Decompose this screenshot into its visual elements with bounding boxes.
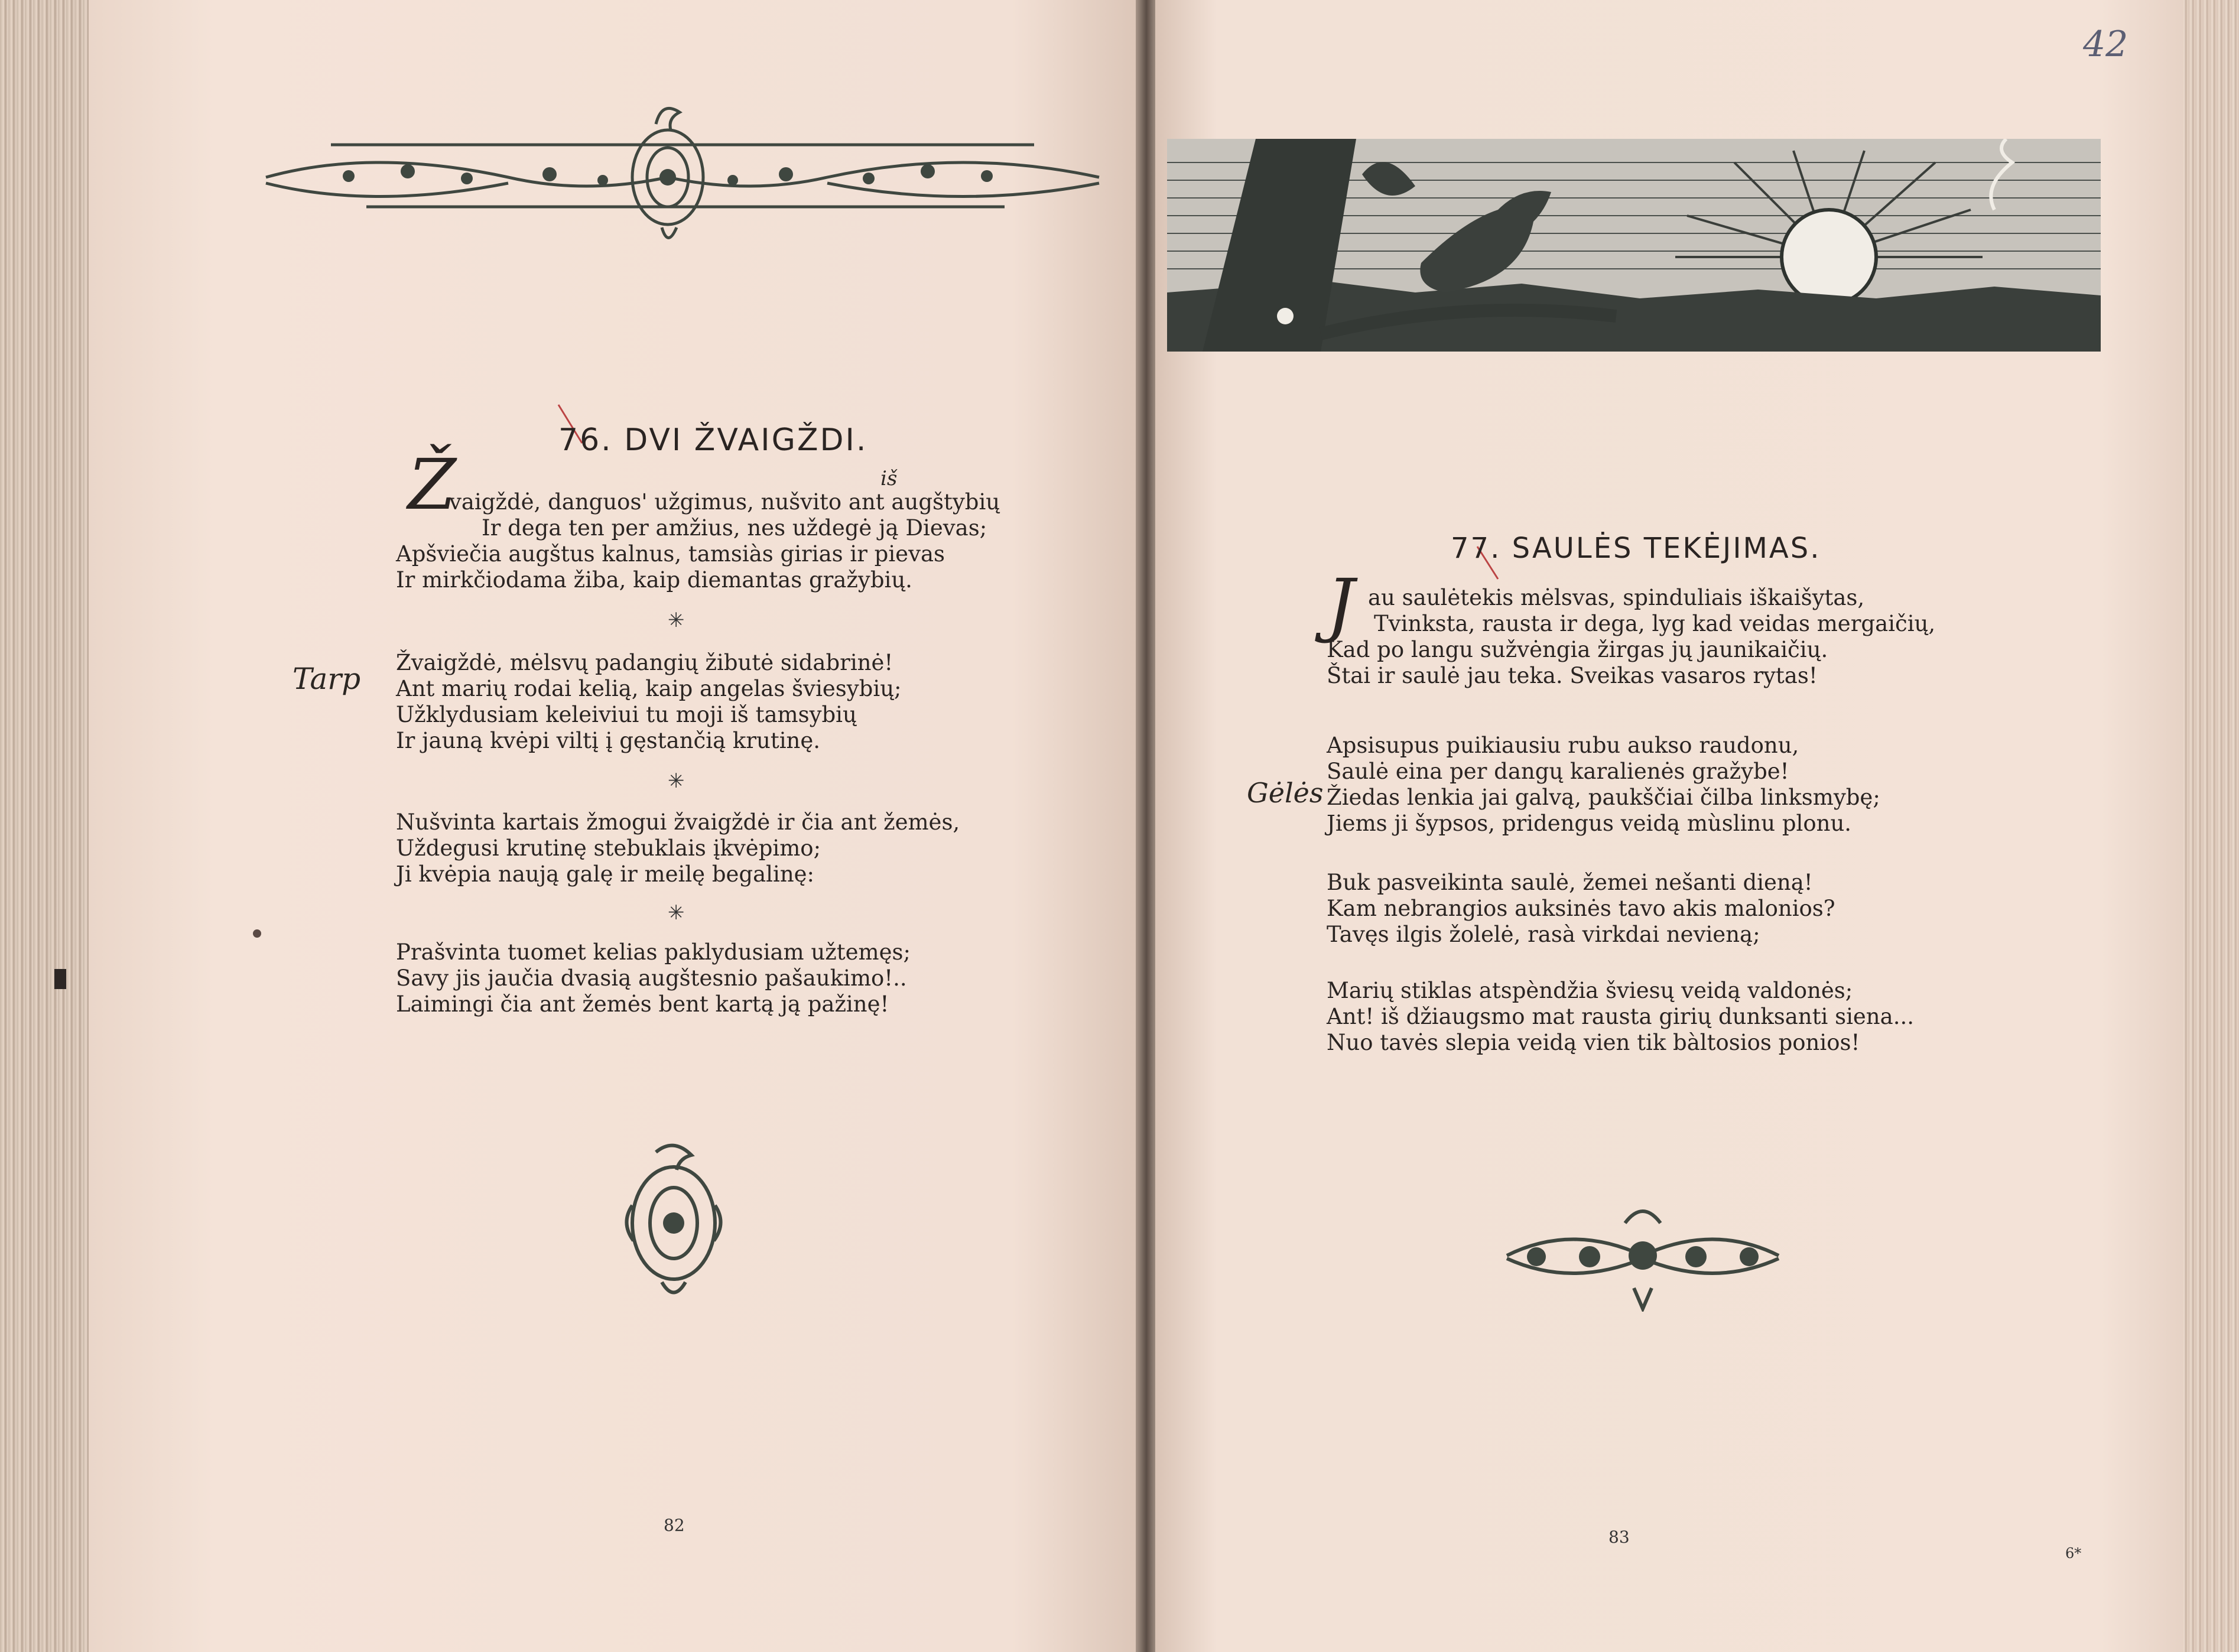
poem-line: Tvinksta, rausta ir dega, lyg kad veidas mergaičių, <box>1374 611 1936 636</box>
poem-title-left: 76. DVI ŽVAIGŽDI. <box>558 422 868 458</box>
poem-line: Uždegusi krutinę stebuklais įkvėpimo; <box>396 835 821 861</box>
poem-line: Žiedas lenkia jai galvą, paukščiai čilba linksmybę; <box>1327 785 1880 810</box>
poem-line: Ji kvėpia naują galę ir meilę begalinę: <box>396 861 815 887</box>
handwritten-insertion: iš <box>880 467 898 490</box>
handwritten-folio-number: 42 <box>2083 24 2128 65</box>
dropcap-right: J <box>1327 564 1355 645</box>
poem-body-left-3 <box>396 809 960 887</box>
poem-line: Tavęs ilgis žolelė, rasà virkdai nevieną; <box>1327 922 1760 947</box>
ink-spot <box>253 929 261 938</box>
poem-line: Žvaigždė, mėlsvų padangių žibutė sidabrinė! <box>396 650 893 675</box>
poem-line: Buk pasveikinta saulė, žemei nešanti dieną! <box>1327 870 1813 895</box>
dropcap-left: Ž <box>408 444 456 525</box>
page-number-right: 83 <box>1608 1527 1630 1547</box>
poem-line: Marių stiklas atspèndžia šviesų veidą valdonės; <box>1327 978 1853 1003</box>
poem-line: Nušvinta kartais žmogui žvaigždė ir čia ant žemės, <box>396 809 960 835</box>
poem-line: Ir dega ten per amžius, nes uždegė ją Dievas; <box>482 515 987 541</box>
ornamental-tailpiece-right <box>1501 1199 1785 1312</box>
signature-mark: 6* <box>2065 1545 2082 1562</box>
poem-line: Ir jauną kvėpi viltį į gęstančią krutinę. <box>396 728 821 753</box>
page-number-left: 82 <box>664 1516 685 1535</box>
ornamental-headpiece <box>254 100 1111 254</box>
poem-line: Savy jis jaučia dvasią augštesnio pašaukimo!.. <box>396 965 907 991</box>
poem-body-left-2 <box>396 650 902 754</box>
handwritten-margin-note: Gėlės <box>1247 777 1324 809</box>
poem-body-left-4 <box>396 939 911 1017</box>
ornamental-tailpiece-left <box>620 1140 727 1306</box>
book-gutter <box>1136 0 1157 1652</box>
sunrise-bird-illustration <box>1167 139 2101 352</box>
poem-line: Ant marių rodai kelią, kaip angelas šviesybių; <box>396 676 902 701</box>
poem-body-right <box>1327 585 1935 689</box>
handwritten-margin-note: Tarp <box>293 662 361 696</box>
poem-line: Kam nebrangios auksinės tavo akis malonios? <box>1327 896 1835 921</box>
poem-line: au saulėtekis mėlsvas, spinduliais iškaišytas, <box>1368 585 1865 610</box>
poem-line: Apsisupus puikiausiu rubu aukso raudonu, <box>1327 733 1799 758</box>
poem-line: Jiems ji šypsos, pridengus veidą mùslinu plonu. <box>1327 811 1852 836</box>
poem-line: Ir mirkčiodama žiba, kaip diemantas gražybių. <box>396 567 912 593</box>
poem-line: vaigždė, danguos' užgimus, nušvito ant augštybių <box>449 489 1000 515</box>
poem-line: Kad po langu sužvėngia žirgas jų jaunikaičių. <box>1327 637 1828 662</box>
poem-body-right-4 <box>1327 978 1914 1056</box>
poem-line: Štai ir saulė jau teka. Sveikas vasaros rytas! <box>1327 663 1818 688</box>
poem-line: Nuo tavės slepia veidą vien tik bàltosios ponios! <box>1327 1030 1860 1055</box>
poem-line: Saulė eina per dangų karalienės gražybe! <box>1327 759 1789 784</box>
poem-body-left <box>396 489 1000 593</box>
poem-line: Ant! iš džiaugsmo mat rausta girių dunksanti siena... <box>1327 1004 1914 1029</box>
poem-line: Prašvinta tuomet kelias paklydusiam užtemęs; <box>396 939 911 965</box>
poem-body-right-2 <box>1327 733 1880 837</box>
poem-line: Užklydusiam keleiviui tu moji iš tamsybių <box>396 702 857 727</box>
page-edges-right <box>2174 0 2239 1652</box>
stanza-separator: ✳ <box>668 769 685 793</box>
stanza-separator: ✳ <box>668 901 685 925</box>
ink-spot <box>54 969 66 989</box>
stanza-separator: ✳ <box>668 609 685 632</box>
poem-line: Laimingi čia ant žemės bent kartą ją pažinę! <box>396 991 889 1017</box>
poem-body-right-3 <box>1327 870 1835 948</box>
poem-title-right: 77. SAULĖS TEKĖJIMAS. <box>1451 532 1821 565</box>
poem-line: Apšviečia augštus kalnus, tamsiàs girias ir pievas <box>396 541 945 567</box>
